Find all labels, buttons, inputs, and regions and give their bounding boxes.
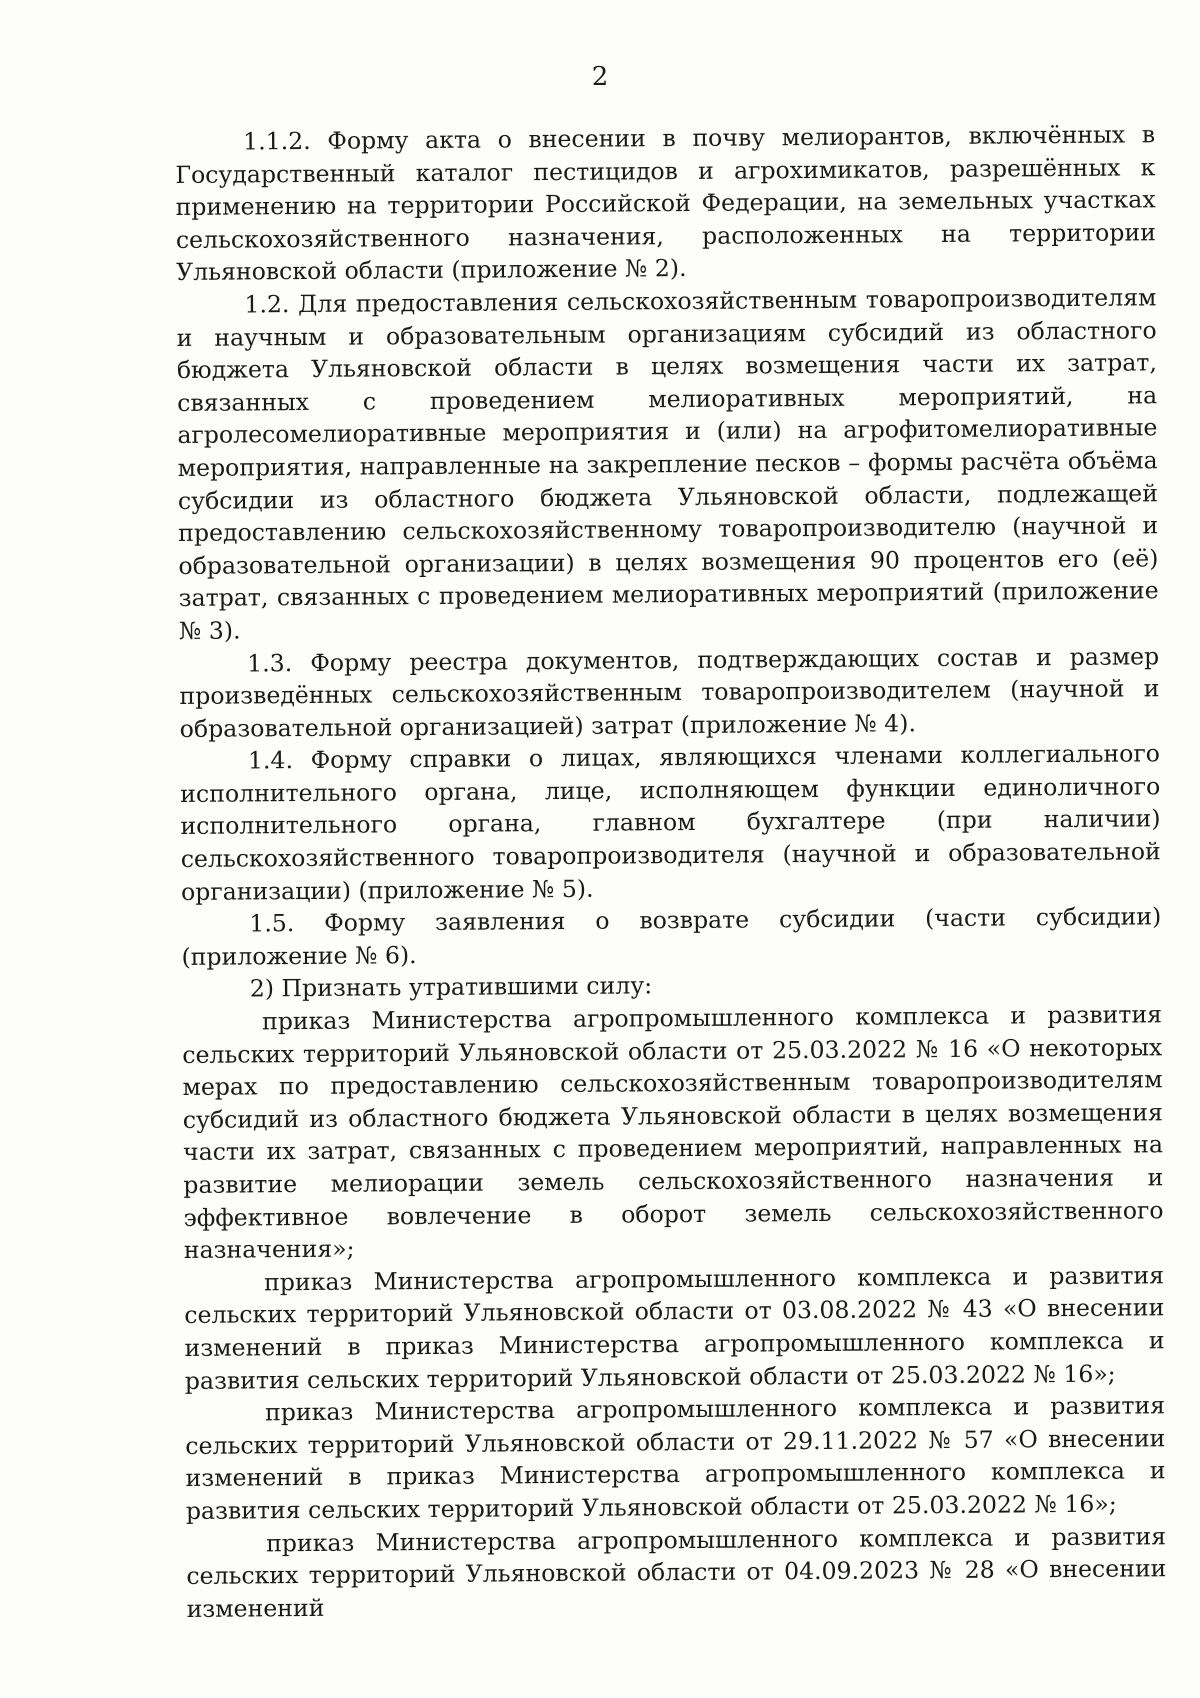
paragraph-1-5: 1.5. Форму заявления о возврате субсидии (части субсидии) (приложение № 6). [181, 902, 1162, 971]
paragraph-1-4: 1.4. Форму справки о лицах, являющихся членами коллегиального исполнительного органа, лице, исполняющем функции единоличного исполнительного органа, главном бухгалтере (при наличии) сельскохозяйственного товаропроизводителя (научной и образовательной организации) (приложение № 5). [180, 739, 1161, 906]
paragraph-repealed-order-57: приказ Министерства агропромышленного комплекса и развития сельских территорий Ульяновской области от 29.11.2022 № 57 «О внесении изменений в приказ Министерства агропромышленного комплекса и развития сельских территорий Ульяновской области от 25.03.2022 № 16»; [185, 1391, 1166, 1525]
paragraph-repealed-order-28: приказ Министерства агропромышленного комплекса и развития сельских территорий Ульяновской области от 04.09.2023 № 28 «О внесении изменений [186, 1521, 1167, 1623]
page-number: 2 [591, 62, 609, 92]
paragraph-1-2: 1.2. Для предоставления сельскохозяйственным товаропроизводителям и научным и образовательным организациям субсидий из областного бюджета Ульяновской области в целях возмещения части их затрат, связанных с проведением мелиоративных мероприятий, на агролесомелиоративные мероприятия и (или) на агрофитомелиоративные мероприятия, направленные на закрепление песков – формы расчёта объёма субсидии из областного бюджета Ульяновской области, подлежащей предоставлению сельскохозяйственному товаропроизводителю (научной и образовательной организации) в целях возмещения 90 процентов его (её) затрат, связанных с проведением мелиоративных мероприятий (приложение № 3). [176, 283, 1159, 645]
paragraph-repealed-order-43: приказ Министерства агропромышленного комплекса и развития сельских территорий Ульяновской области от 03.08.2022 № 43 «О внесении изменений в приказ Министерства агропромышленного комплекса и развития сельских территорий Ульяновской области от 25.03.2022 № 16»; [184, 1261, 1165, 1395]
paragraph-repealed-order-16: приказ Министерства агропромышленного комплекса и развития сельских территорий Ульяновской области от 25.03.2022 № 16 «О некоторых мерах по предоставлению сельскохозяйственным товаропроизводителям субсидий из областного бюджета Ульяновской области в целях возмещения части их затрат, связанных с проведением мероприятий, направленных на развитие мелиорации земель сельскохозяйственного назначения и эффективное вовлечение в оборот земель сельскохозяйственного назначения»; [182, 1000, 1164, 1265]
paragraph-1-1-2: 1.1.2. Форму акта о внесении в почву мелиорантов, включённых в Государственный каталог пестицидов и агрохимикатов, разрешённых к применению на территории Российской Федерации, на земельных участках сельскохозяйственного назначения, расположенных на территории Ульяновской области (приложение № 2). [175, 120, 1156, 287]
document-body [175, 118, 1167, 1625]
paragraph-1-3: 1.3. Форму реестра документов, подтверждающих состав и размер произведённых сельскохозяйственным товаропроизводителем (научной и образовательной организацией) затрат (приложение № 4). [179, 641, 1160, 743]
paragraph-2-repeal-heading: 2) Признать утратившими силу: [249, 971, 653, 1003]
